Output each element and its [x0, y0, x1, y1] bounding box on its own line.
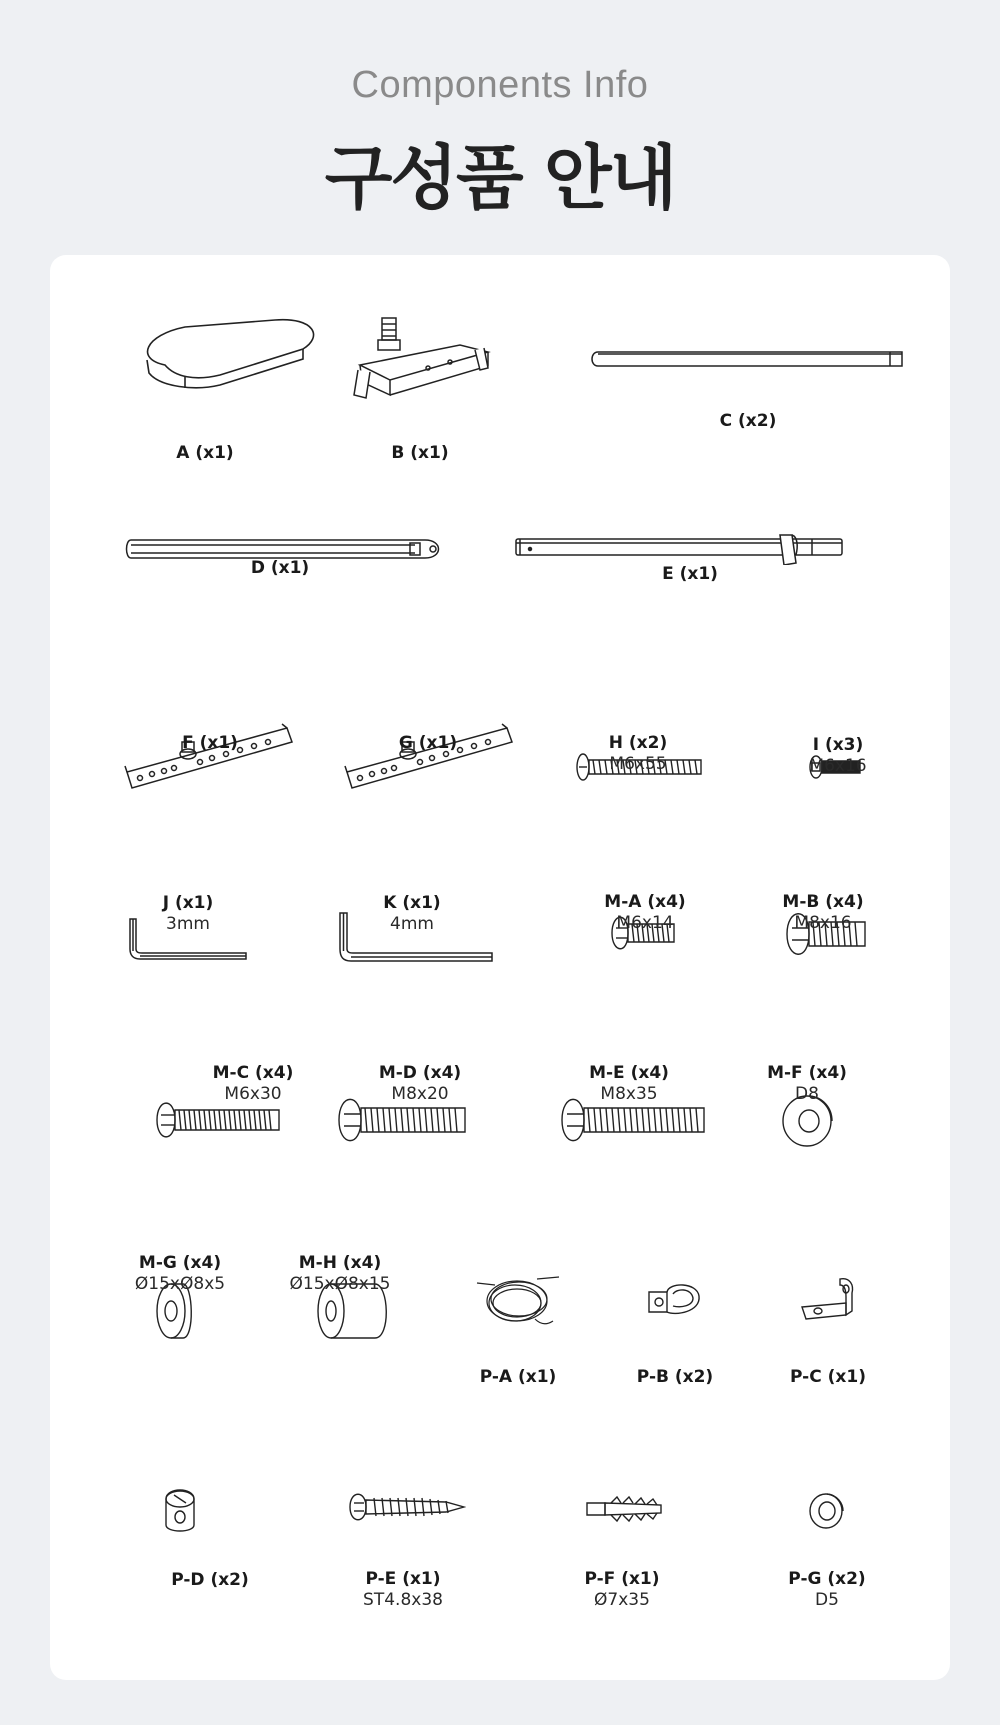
- part-f-bracket-image: [122, 720, 297, 795]
- part-ma-label: M-A (x4) M6x14: [604, 892, 686, 933]
- part-pg-label: P-G (x2) D5: [788, 1569, 866, 1610]
- part-d-label: D (x1): [250, 558, 310, 578]
- part-i-label: I (x3) M6x16: [809, 735, 867, 776]
- part-j-label: J (x1) 3mm: [162, 893, 214, 934]
- part-mc-label: M-C (x4) M6x30: [212, 1063, 294, 1104]
- part-pc-l-bracket-image: [800, 1275, 860, 1325]
- part-pe-wood-screw-image: [346, 1488, 466, 1526]
- part-c-label: C (x2): [719, 411, 777, 431]
- part-pf-wall-anchor-image: [585, 1493, 665, 1525]
- part-c-pole-image: [590, 350, 910, 370]
- part-a-label: A (x1): [176, 443, 234, 463]
- components-card: [50, 255, 950, 1680]
- part-f-label: F (x1): [182, 733, 238, 753]
- part-pa-label: P-A (x1): [479, 1367, 557, 1387]
- part-mg-label: M-G (x4) Ø15xØ8x5: [134, 1253, 226, 1294]
- part-e-pole-image: [512, 525, 852, 565]
- part-b-base-image: [350, 310, 500, 410]
- part-pd-barrel-nut-image: [160, 1485, 200, 1535]
- part-a-plate-image: [125, 315, 325, 395]
- part-pf-label: P-F (x1) Ø7x35: [584, 1569, 660, 1610]
- part-e-label: E (x1): [662, 564, 718, 584]
- part-h-label: H (x2) M6x55: [608, 733, 668, 774]
- page-title: 구성품 안내: [324, 137, 676, 219]
- part-mh-label: M-H (x4) Ø15xØ8x15: [289, 1253, 391, 1294]
- part-pg-washer-image: [807, 1491, 847, 1531]
- part-pd-label: P-D (x2): [171, 1570, 249, 1590]
- part-pa-cable-tie-image: [475, 1275, 560, 1330]
- part-g-label: G (x1): [398, 733, 458, 753]
- part-mf-label: M-F (x4) D8: [767, 1063, 847, 1104]
- part-pe-label: P-E (x1) ST4.8x38: [363, 1569, 443, 1610]
- part-g-bracket-image: [342, 720, 517, 795]
- part-pc-label: P-C (x1): [790, 1367, 866, 1387]
- part-pb-cable-clip-image: [645, 1280, 705, 1320]
- part-k-label: K (x1) 4mm: [383, 893, 441, 934]
- part-md-label: M-D (x4) M8x20: [378, 1063, 462, 1104]
- part-pb-label: P-B (x2): [636, 1367, 714, 1387]
- part-me-label: M-E (x4) M8x35: [589, 1063, 669, 1104]
- page-subtitle: Components Info: [351, 64, 649, 106]
- part-b-label: B (x1): [391, 443, 449, 463]
- part-mb-label: M-B (x4) M8x16: [782, 892, 864, 933]
